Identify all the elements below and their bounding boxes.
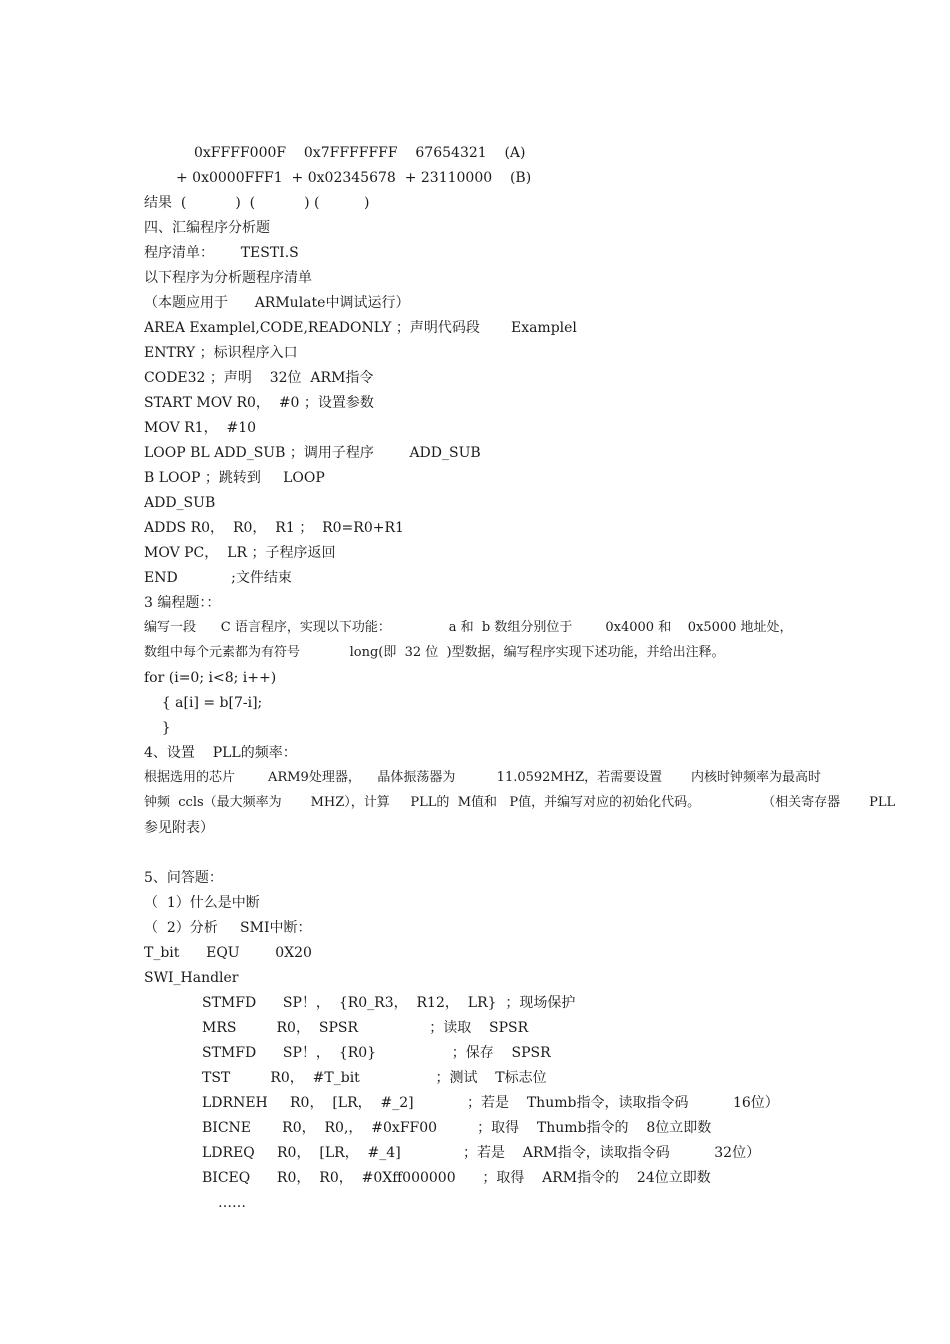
- code-line: TST R0， #T_bit ；测试 T标志位: [202, 1070, 547, 1086]
- section-heading-qa: 5、问答题：: [144, 870, 223, 886]
- code-line: MRS R0， SPSR ；读取 SPSR: [202, 1020, 529, 1036]
- code-line: MOV PC， LR ；子程序返回: [144, 545, 336, 561]
- code-line: LDREQ R0， [LR， #_4] ；若是 ARM指令，读取指令码 32位）: [202, 1145, 761, 1161]
- question-text-line: 编写一段 C 语言程序，实现以下功能： a 和 b 数组分别位于 0x4000 和 0x5000 地址处，: [144, 620, 793, 635]
- code-line: { a[i] = b[7-i];: [144, 695, 263, 711]
- code-line: LDRNEH R0， [LR， #_2] ；若是 Thumb指令，读取指令码 16位）: [202, 1095, 779, 1111]
- question-text-line: 钟频 ccls（最大频率为 MHZ），计算 PLL的 M值和 P值，并编写对应的初始化代码。 （相关寄存器 PLL: [144, 795, 896, 810]
- listing-intro-line: 以下程序为分析题程序清单: [144, 270, 312, 286]
- question-text-line: 根据选用的芯片 ARM9处理器， 晶体振荡器为 11.0592MHZ，若需要设置 内核时钟频率为最高时: [144, 770, 822, 785]
- code-line: BICNE R0， R0,， #0xFF00 ；取得 Thumb指令的 8位立即数: [202, 1120, 712, 1136]
- code-line: for (i=0; i<8; i++): [144, 670, 277, 686]
- code-line: START MOV R0， #0 ；设置参数: [144, 395, 374, 411]
- code-line: MOV R1， #10: [144, 420, 257, 436]
- program-listing-line: 程序清单： TESTI.S: [144, 245, 299, 261]
- code-line: ENTRY ；标识程序入口: [144, 345, 298, 361]
- question-item: （ 1）什么是中断: [144, 895, 260, 911]
- question-text-line: 数组中每个元素都为有符号 long(即 32 位 )型数据，编写程序实现下述功能，并给出注释。: [144, 645, 725, 660]
- section-heading-4: 四、汇编程序分析题: [144, 220, 270, 236]
- question-item: （ 2）分析 SMI中断：: [144, 920, 312, 936]
- code-line: T_bit EQU 0X20: [144, 945, 312, 961]
- section-heading-pll: 4、设置 PLL的频率：: [144, 745, 297, 761]
- code-line: }: [144, 720, 171, 736]
- code-line: LOOP BL ADD_SUB ；调用子程序 ADD_SUB: [144, 445, 481, 461]
- code-line: STMFD SP！， {R0_R3， R12， LR} ；现场保护: [202, 995, 576, 1011]
- listing-note-line: （本题应用于 ARMulate中调试运行）: [144, 295, 410, 311]
- code-line: AREA Examplel,CODE,READONLY ；声明代码段 Examplel: [144, 320, 577, 336]
- code-line: CODE32 ；声明 32位 ARM指令: [144, 370, 374, 386]
- code-line: STMFD SP！， {R0} ；保存 SPSR: [202, 1045, 551, 1061]
- result-row: 结果 ( ) ( ) ( ): [144, 195, 370, 211]
- code-line: BICEQ R0， R0， #0Xff000000 ；取得 ARM指令的 24位立即数: [202, 1170, 711, 1186]
- hex-operands-row-a: 0xFFFF000F 0x7FFFFFFF 67654321 (A): [194, 145, 526, 161]
- ellipsis-line: ……: [218, 1195, 246, 1211]
- code-line: B LOOP ；跳转到 LOOP: [144, 470, 325, 486]
- code-line: END ;文件结束: [144, 570, 292, 586]
- code-line: SWI_Handler: [144, 970, 239, 986]
- section-heading-3: 3 编程题：：: [144, 595, 221, 611]
- code-line: ADDS R0， R0， R1 ； R0=R0+R1: [144, 520, 404, 536]
- hex-operands-row-b: + 0x0000FFF1 + 0x02345678 + 23110000 (B): [176, 170, 532, 186]
- code-line: ADD_SUB: [144, 495, 216, 511]
- question-text-line: 参见附表）: [144, 820, 214, 836]
